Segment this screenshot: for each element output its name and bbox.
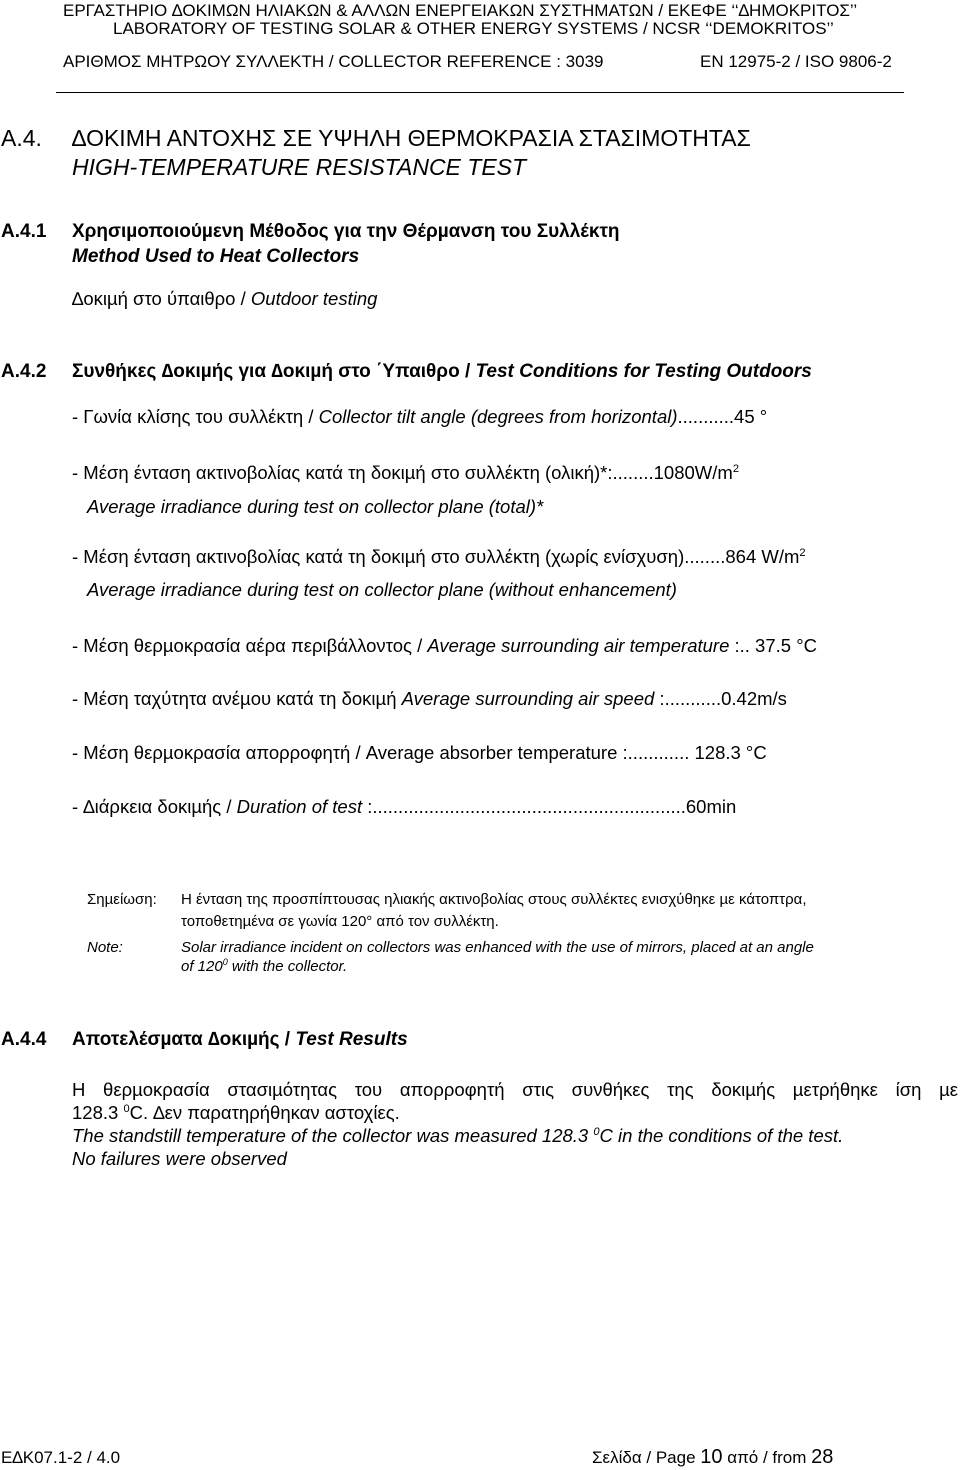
results-title-en: Test Results xyxy=(295,1029,408,1050)
irradiance-total-row xyxy=(72,462,739,484)
results-temp-en: The standstill temperature of the collector was measured 128.3 xyxy=(72,1125,594,1146)
irradiance-noenh-label-en: Average irradiance during test on collector plane (without enhancement) xyxy=(87,579,677,600)
tilt-angle-row xyxy=(72,406,767,428)
note-text-en-1: Solar irradiance incident on collectors was enhanced with the use of mirrors, placed at an angle xyxy=(181,939,814,956)
section-title-gr: ∆ΟΚΙΜΗ ΑΝΤΟΧΗΣ ΣΕ ΥΨΗΛΗ ΘΕΡΜΟΚΡΑΣΙΑ ΣΤΑΣΙΜΟΤΗΤΑΣ xyxy=(72,125,751,151)
absorber-temperature-label: - Μέση θερµοκρασία απορροφητή / Average absorber temperature : xyxy=(72,742,628,763)
results-tail-en: C in the conditions of the test. xyxy=(599,1125,844,1146)
air-temperature-label-gr: - Μέση θερµοκρασία αέρα περιβάλλοντος / xyxy=(72,635,428,656)
irradiance-noenh-exponent: 2 xyxy=(799,546,806,559)
page-indicator xyxy=(592,1446,833,1469)
duration-label-gr: - ∆ιάρκεια δοκιµής / xyxy=(72,796,237,817)
results-paragraph xyxy=(72,1078,958,1170)
degree-unit: ° xyxy=(759,406,768,427)
header-divider xyxy=(56,92,904,93)
absorber-temperature-row xyxy=(72,742,767,764)
note-text-en-2 xyxy=(181,958,347,975)
page-number: 10 xyxy=(700,1446,723,1468)
results-degree-gr: 0 xyxy=(123,1102,130,1115)
absorber-temperature-value: ............ 128.3 °C xyxy=(627,742,767,763)
note-degree-sup: 0 xyxy=(222,957,228,967)
note-label-en: Note: xyxy=(87,939,123,956)
heating-method-en: Outdoor testing xyxy=(250,288,378,309)
subsection-1-title-gr: Χρησιµοποιούµενη Μέθοδος για την Θέρµανση του Συλλέκτη xyxy=(72,221,620,242)
page-label: Σελίδα / Page xyxy=(592,1448,701,1467)
subsection-1-title-en: Method Used to Heat Collectors xyxy=(72,246,360,267)
subsection-2-title xyxy=(72,361,812,383)
air-temperature-label-en: Average surrounding air temperature xyxy=(427,635,730,656)
irradiance-total-exponent: 2 xyxy=(732,462,739,475)
results-number: A.4.4 xyxy=(1,1029,47,1050)
irradiance-noenh-value: ........864 W/m xyxy=(684,546,800,567)
irradiance-noenh-label-gr: - Μέση ένταση ακτινοβολίας κατά τη δοκιµή στο συλλέκτη (χωρίς ενίσχυση) xyxy=(72,546,685,567)
tilt-angle-label-en: Collector tilt angle (degrees from horizontal) xyxy=(318,406,678,427)
tilt-angle-value: ...........45 xyxy=(677,406,760,427)
results-temp-gr: 128.3 xyxy=(72,1102,124,1123)
results-text-gr-1: Η θερµοκρασία στασιµότητας του απορροφητή στις συνθήκες της δοκιµής µετρήθηκε ίση µε xyxy=(72,1079,958,1100)
collector-reference: ΑΡΙΘΜΟΣ ΜΗΤΡΩΟΥ ΣΥΛΛΕΚΤΗ / COLLECTOR REFERENCE : 3039 xyxy=(63,52,604,71)
irradiance-total-label-en: Average irradiance during test on collector plane (total)* xyxy=(87,496,544,517)
duration-label-en: Duration of test xyxy=(236,796,363,817)
tilt-angle-label-gr: - Γωνία κλίσης του συλλέκτη / xyxy=(72,406,319,427)
air-speed-row xyxy=(72,688,787,710)
air-speed-label-en: Average surrounding air speed xyxy=(401,688,655,709)
note-text-gr-1: Η ένταση της προσπίπτουσας ηλιακής ακτινοβολίας στους συλλέκτες ενισχύθηκε µε κάτοπτρα, xyxy=(181,891,807,908)
header-line-1: ΕΡΓΑΣΤΗΡΙΟ ∆ΟΚΙΜΩΝ ΗΛΙΑΚΩΝ & ΑΛΛΩΝ ΕΝΕΡΓΕΙΑΚΩΝ ΣΥΣΤΗΜΑΤΩΝ / ΕΚΕΦΕ ‘‘∆ΗΜΟΚΡΙΤΟΣ’’ xyxy=(63,1,858,20)
air-temperature-value: :.. 37.5 °C xyxy=(729,635,817,656)
header-line-2: LABORATORY OF TESTING SOLAR & OTHER ENERGY SYSTEMS / NCSR ‘‘DEMOKRITOS’’ xyxy=(113,19,834,38)
results-title-gr: Αποτελέσµατα ∆οκιµής / xyxy=(72,1029,296,1050)
subsection-1-number: A.4.1 xyxy=(1,221,47,242)
results-title xyxy=(72,1029,408,1051)
heating-method-gr: ∆οκιµή στο ύπαιθρο / xyxy=(72,288,251,309)
duration-row xyxy=(72,796,736,818)
subsection-2-title-gr: Συνθήκες ∆οκιµής για ∆οκιµή στο ΄Υπαιθρο / xyxy=(72,361,476,382)
note-label-gr: Σηµείωση: xyxy=(87,891,157,908)
irradiance-total-value: ........1080W/m xyxy=(612,462,733,483)
duration-value: :.............................................................60min xyxy=(362,796,737,817)
results-text-gr-2 xyxy=(72,1101,958,1124)
results-degree-en: 0 xyxy=(593,1125,600,1138)
standard-reference: EN 12975-2 / ISO 9806-2 xyxy=(700,52,892,71)
note-text-gr-2: τοποθετηµένα σε γωνία 120° από τον συλλέκτη. xyxy=(181,913,499,930)
document-code: E∆K07.1-2 / 4.0 xyxy=(1,1448,121,1467)
results-tail-gr: C. ∆εν παρατηρήθηκαν αστοχίες. xyxy=(129,1102,400,1123)
irradiance-noenh-row xyxy=(72,546,806,568)
page-of-label: από / from xyxy=(722,1448,812,1467)
air-speed-value: :...........0.42m/s xyxy=(654,688,787,709)
subsection-2-title-en: Test Conditions for Testing Outdoors xyxy=(475,361,812,382)
results-text-en-2: No failures were observed xyxy=(72,1148,287,1169)
air-temperature-row xyxy=(72,635,817,657)
subsection-2-number: A.4.2 xyxy=(1,361,47,382)
page-total: 28 xyxy=(811,1446,834,1468)
results-text-en-1 xyxy=(72,1124,958,1147)
note-angle-text: of 120 xyxy=(181,958,223,975)
note-angle-tail: with the collector. xyxy=(227,958,348,975)
irradiance-total-label-gr: - Μέση ένταση ακτινοβολίας κατά τη δοκιµή στο συλλέκτη (ολική)*: xyxy=(72,462,613,483)
section-title-en: HIGH-TEMPERATURE RESISTANCE TEST xyxy=(72,154,527,180)
air-speed-label-gr: - Μέση ταχύτητα ανέµου κατά τη δοκιµή xyxy=(72,688,402,709)
heating-method xyxy=(72,288,377,310)
section-number: A.4. xyxy=(1,125,42,151)
